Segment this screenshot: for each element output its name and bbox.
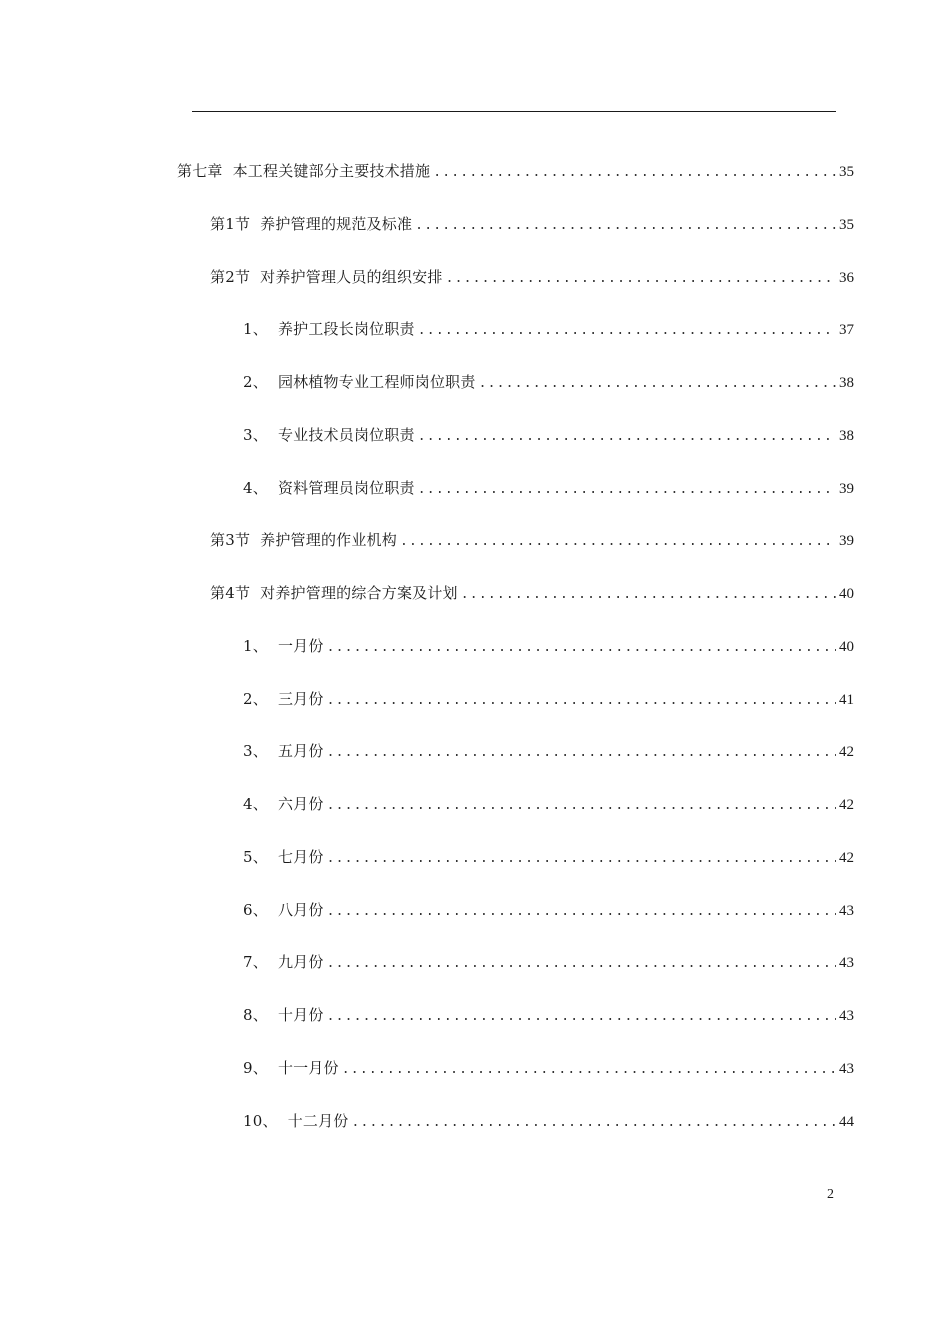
toc-entry-item[interactable] [243, 372, 854, 394]
toc-entry-label [243, 372, 476, 392]
toc-entry-label [210, 267, 443, 287]
toc-dot-leader [400, 532, 836, 552]
toc-entry-page: 39 [839, 533, 854, 549]
toc-dot-leader [446, 269, 836, 289]
toc-entry-title: 对养护管理人员的组织安排 [260, 268, 443, 286]
toc-dot-leader [327, 849, 836, 869]
toc-entry-chapter-7[interactable] [177, 161, 854, 183]
toc-entry-title: 九月份 [277, 953, 324, 971]
toc-entry-number: 第2节 [210, 268, 251, 286]
toc-entry-title: 园林植物专业工程师岗位职责 [277, 373, 476, 391]
toc-entry-page: 35 [839, 164, 854, 180]
toc-entry-title: 养护管理的规范及标准 [260, 215, 413, 233]
toc-entry-page: 36 [839, 270, 854, 286]
toc-entry-label [210, 214, 412, 234]
toc-entry-page: 35 [839, 217, 854, 233]
toc-entry-item[interactable] [243, 741, 854, 763]
toc-entry-label [243, 1005, 324, 1025]
toc-entry-page: 43 [839, 1061, 854, 1077]
toc-entry-page: 41 [839, 692, 854, 708]
toc-entry-title: 五月份 [277, 742, 324, 760]
toc-entry-title: 养护工段长岗位职责 [277, 320, 415, 338]
toc-dot-leader [418, 321, 836, 341]
toc-entry-title: 本工程关键部分主要技术措施 [232, 162, 431, 180]
toc-entry-title: 资料管理员岗位职责 [277, 479, 415, 497]
toc-entry-number: 3、 [243, 426, 268, 444]
toc-entry-page: 43 [839, 955, 854, 971]
toc-entry-number: 3、 [243, 742, 268, 760]
toc-entry-item[interactable] [243, 319, 854, 341]
toc-entry-item[interactable] [243, 636, 854, 658]
toc-entry-label [243, 478, 415, 498]
toc-entry-page: 40 [839, 586, 854, 602]
toc-entry-number: 第4节 [210, 584, 251, 602]
toc-entry-item[interactable] [243, 425, 854, 447]
toc-entry-number: 5、 [243, 848, 268, 866]
toc-entry-number: 2、 [243, 373, 268, 391]
toc-entry-number: 9、 [243, 1059, 268, 1077]
toc-dot-leader [342, 1060, 836, 1080]
toc-entry-item[interactable] [243, 847, 854, 869]
toc-dot-leader [327, 954, 836, 974]
toc-entry-title: 三月份 [277, 690, 324, 708]
toc-entry-title: 八月份 [277, 901, 324, 919]
toc-entry-title: 一月份 [277, 637, 324, 655]
toc-entry-label [243, 689, 324, 709]
toc-entry-page: 40 [839, 639, 854, 655]
toc-entry-number: 2、 [243, 690, 268, 708]
toc-entry-title: 对养护管理的综合方案及计划 [260, 584, 458, 602]
toc-entry-title: 七月份 [277, 848, 324, 866]
toc-entry-section-2[interactable] [210, 267, 854, 289]
toc-entry-number: 7、 [243, 953, 268, 971]
toc-dot-leader [352, 1113, 837, 1133]
toc-entry-label [243, 741, 324, 761]
toc-entry-title: 十月份 [277, 1006, 324, 1024]
toc-entry-title: 养护管理的作业机构 [260, 531, 397, 549]
toc-entry-label [243, 319, 415, 339]
toc-entry-page: 38 [839, 428, 854, 444]
toc-entry-title: 专业技术员岗位职责 [277, 426, 415, 444]
toc-entry-item[interactable] [243, 794, 854, 816]
toc-entry-label [243, 952, 324, 972]
toc-entry-page: 42 [839, 744, 854, 760]
toc-entry-number: 1、 [243, 320, 268, 338]
toc-entry-item[interactable] [243, 478, 854, 500]
toc-entry-item[interactable] [243, 900, 854, 922]
toc-entry-page: 44 [839, 1114, 854, 1130]
toc-entry-label [243, 794, 324, 814]
toc-entry-item[interactable] [243, 952, 854, 974]
toc-dot-leader [327, 902, 836, 922]
toc-entry-page: 43 [839, 1008, 854, 1024]
toc-entry-page: 43 [839, 903, 854, 919]
toc-entry-title: 十一月份 [277, 1059, 339, 1077]
toc-entry-section-4[interactable] [210, 583, 854, 605]
toc-entry-number: 第1节 [210, 215, 251, 233]
toc-entry-label [210, 583, 458, 603]
toc-entry-number: 10、 [243, 1112, 278, 1130]
toc-entry-number: 4、 [243, 479, 268, 497]
toc-entry-title: 六月份 [277, 795, 324, 813]
toc-entry-label [243, 900, 324, 920]
toc-entry-label [243, 1111, 349, 1131]
toc-dot-leader [461, 585, 836, 605]
toc-dot-leader [479, 374, 836, 394]
toc-entry-title: 十二月份 [287, 1112, 349, 1130]
toc-dot-leader [418, 480, 836, 500]
toc-entry-section-1[interactable] [210, 214, 854, 236]
toc-dot-leader [415, 216, 836, 236]
toc-dot-leader [327, 638, 836, 658]
toc-entry-label [243, 847, 324, 867]
toc-entry-number: 4、 [243, 795, 268, 813]
toc-entry-page: 38 [839, 375, 854, 391]
toc-dot-leader [418, 427, 836, 447]
toc-dot-leader [327, 796, 836, 816]
toc-entry-label [210, 530, 397, 550]
toc-entry-item[interactable] [243, 1005, 854, 1027]
toc-entry-label [243, 425, 415, 445]
toc-dot-leader [327, 691, 836, 711]
toc-entry-page: 42 [839, 797, 854, 813]
toc-entry-label [177, 161, 430, 181]
toc-entry-page: 39 [839, 481, 854, 497]
toc-entry-number: 6、 [243, 901, 268, 919]
toc-entry-number: 第3节 [210, 531, 251, 549]
toc-entry-item[interactable] [243, 1111, 854, 1133]
toc-dot-leader [327, 743, 836, 763]
page-number: 2 [827, 1187, 834, 1202]
toc-entry-item[interactable] [243, 1058, 854, 1080]
toc-entry-page: 37 [839, 322, 854, 338]
toc-entry-section-3[interactable] [210, 530, 854, 552]
toc-dot-leader [327, 1007, 836, 1027]
toc-entry-label [243, 636, 324, 656]
toc-entry-label [243, 1058, 339, 1078]
toc-entry-page: 42 [839, 850, 854, 866]
toc-dot-leader [433, 163, 836, 183]
toc-entry-item[interactable] [243, 689, 854, 711]
toc-entry-number: 1、 [243, 637, 268, 655]
toc-entry-number: 第七章 [177, 162, 223, 180]
toc-entry-number: 8、 [243, 1006, 268, 1024]
